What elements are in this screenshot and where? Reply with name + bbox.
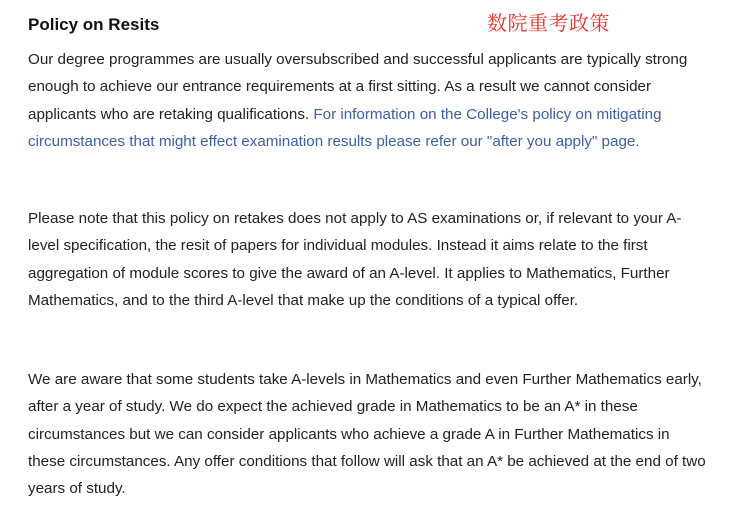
paragraph-intro-text: Our degree programmes are usually oversubscribed and successful applicants are typically strong enough to achieve our entrance requirements at a first sitting. As a result we cannot consider applicants who are retaking qualifications. [28, 51, 688, 123]
chinese-annotation: 数院重考政策 [487, 11, 610, 35]
page-heading: Policy on Resits [28, 15, 160, 34]
paragraph-retakes-note: Please note that this policy on retakes does not apply to AS examinations or, if relevant to your A-level specification, the resit of papers for individual modules. Instead it aims relate to the first aggregation of module scores to give the award of an A-level. It applies to Mathematics, Further Mathematics, and to the third A-level that make up the conditions of a typical offer. [28, 210, 682, 309]
after-you-apply-link[interactable]: For information on the College's policy on mitigating circumstances that might effect examination results please refer our "after you apply" page. [28, 105, 662, 150]
paragraph-early-alevels: We are aware that some students take A-levels in Mathematics and even Further Mathematics early, after a year of study. We do expect the achieved grade in Mathematics to be an A* in these circumstances but we can consider applicants who achieve a grade A in Further Mathematics in these circumstances. Any offer conditions that follow will ask that an A* be achieved at the end of two years of study. [28, 371, 706, 498]
paragraph-intro [28, 46, 708, 155]
